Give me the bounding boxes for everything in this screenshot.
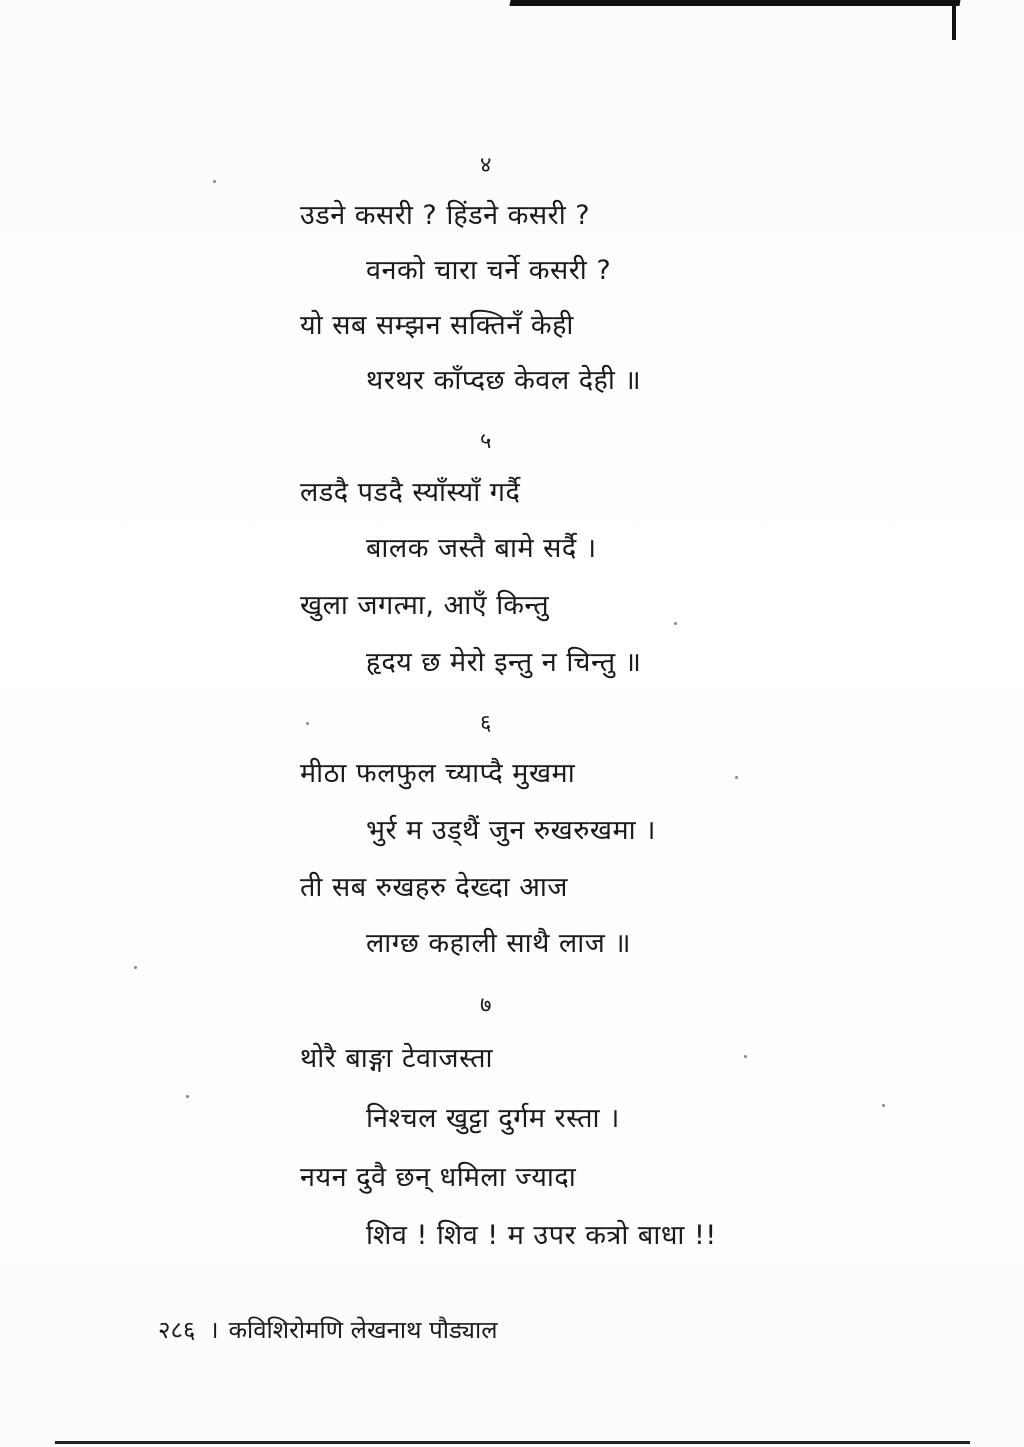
verse-line: थरथर काँप्दछ केवल देही ॥: [366, 365, 642, 396]
verse-line: नयन दुवै छन् धमिला ज्यादा: [300, 1162, 577, 1193]
verse-line: यो सब सम्झन सक्तिनँ केही: [300, 310, 574, 341]
verse-line: लडदै पडदै स्याँस्याँ गर्दै: [300, 477, 521, 508]
stanza-number: ७: [480, 993, 492, 1018]
verse-line: निश्चल खुट्टा दुर्गम रस्ता ।: [366, 1103, 620, 1134]
scan-speck: [306, 722, 309, 725]
scan-speck: [674, 622, 677, 625]
verse-line: मीठा फलफुल च्याप्दै मुखमा: [300, 758, 576, 789]
page-edge-shadow-right: [952, 0, 956, 40]
footer-separator: ।: [209, 1316, 219, 1344]
verse-line: लाग्छ कहाली साथै लाज ॥: [366, 928, 632, 959]
author-name: कविशिरोमणि लेखनाथ पौड्याल: [228, 1316, 498, 1344]
verse-line: थोरै बाङ्गा टेवाजस्ता: [300, 1043, 493, 1074]
page-edge-shadow-bottom: [55, 1441, 970, 1444]
verse-line: भुर्र म उड्थैं जुन रुखरुखमा ।: [366, 815, 656, 846]
stanza-number: ६: [480, 711, 492, 736]
verse-line: उडने कसरी ? हिंडने कसरी ?: [300, 200, 591, 231]
verse-line: बालक जस्तै बामे सर्दै ।: [366, 533, 597, 564]
verse-line: ती सब रुखहरु देख्दा आज: [300, 872, 568, 903]
scan-speck: [882, 1104, 885, 1107]
scan-speck: [134, 966, 137, 969]
scan-speck: [735, 776, 738, 779]
stanza-number: ५: [480, 429, 492, 454]
verse-line: वनको चारा चर्ने कसरी ?: [366, 255, 612, 286]
scan-speck: [744, 1055, 747, 1058]
verse-line: हृदय छ मेरो इन्तु न चिन्तु ॥: [366, 647, 642, 678]
scan-speck: [213, 180, 216, 183]
stanza-number: ४: [480, 153, 492, 178]
page-number: २८६: [158, 1316, 196, 1344]
page-edge-shadow-top: [509, 0, 960, 6]
verse-line: खुला जगत्मा, आएँ किन्तु: [300, 590, 550, 621]
scan-speck: [186, 1095, 189, 1098]
page-footer: [158, 1315, 498, 1345]
verse-line: शिव ! शिव ! म उपर कत्रो बाधा !!: [366, 1220, 717, 1251]
